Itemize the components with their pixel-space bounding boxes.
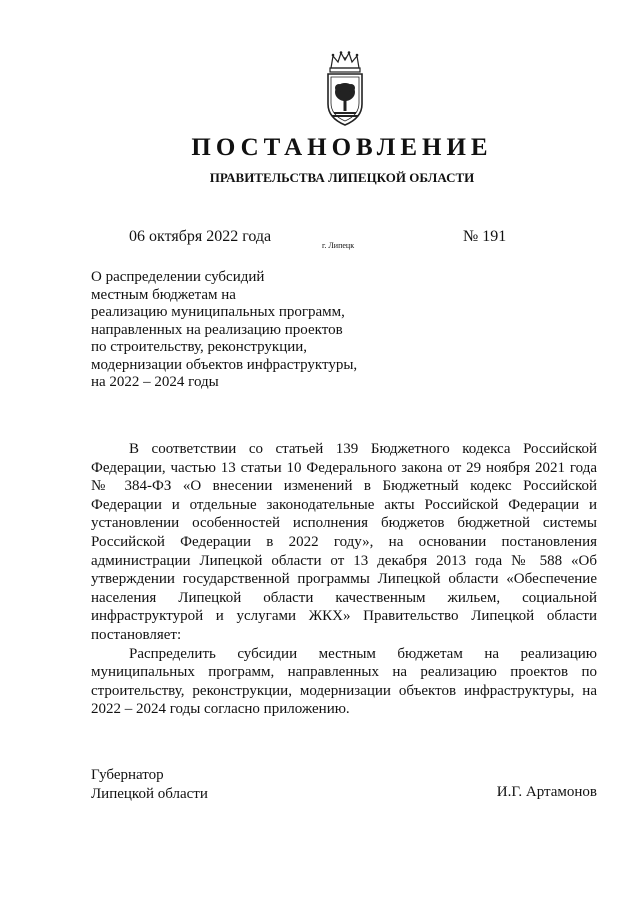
signatory-position-line: Губернатор [91, 767, 164, 783]
body-paragraph: В соответствии со статьей 139 Бюджетного кодекса Российской Федерации, частью 13 статьи 10 Федерального закона от 29 ноября 2021 года № 384-ФЗ «О внесении изменений в Бюджетный кодекс Российской Федерации и отдельные законодательные акты Российской Федерации и установлении особенностей исполнения бюджетов бюджетной системы Российской Федерации в 2022 году», на основании постановления администрации Липецкой области от 13 декабря 2013 года № 588 «Об утверждении государственной программы Липецкой области «Обеспечение населения Липецкой области качественным жильем, социальной инфраструктурой и услугами ЖКХ» Правительство Липецкой области постановляет: [91, 441, 597, 643]
body-paragraph: Распределить субсидии местным бюджетам на реализацию муниципальных программ, направленных на реализацию проектов по строительству, реконструкции, модернизации объектов инфраструктуры, на 2022 – 2024 годы согласно приложению. [91, 645, 597, 718]
document-date: 06 октября 2022 года [129, 228, 272, 245]
document-subtitle: ПРАВИТЕЛЬСТВА ЛИПЕЦКОЙ ОБЛАСТИ [209, 170, 475, 185]
topic-line: направленных на реализацию проектов [91, 321, 343, 338]
topic-line: местным бюджетам на [91, 286, 236, 303]
topic-line: О распределении субсидий [91, 269, 265, 285]
document-place: г. Липецк [322, 241, 355, 250]
signatory-name: И.Г. Артамонов [496, 784, 597, 800]
document-title: ПОСТАНОВЛЕНИЕ [191, 134, 493, 161]
document-topic [91, 269, 391, 392]
signatory-position-line: Липецкой области [91, 785, 208, 802]
topic-line: модернизации объектов инфраструктуры, [91, 356, 358, 373]
signatory-position [91, 766, 208, 803]
topic-line: на 2022 – 2024 годы [91, 374, 219, 390]
topic-line: по строительству, реконструкции, [91, 339, 308, 355]
document-number: № 191 [463, 228, 507, 245]
coat-of-arms-icon [322, 50, 368, 128]
topic-line: реализацию муниципальных программ, [91, 304, 345, 320]
document-body [91, 440, 597, 719]
